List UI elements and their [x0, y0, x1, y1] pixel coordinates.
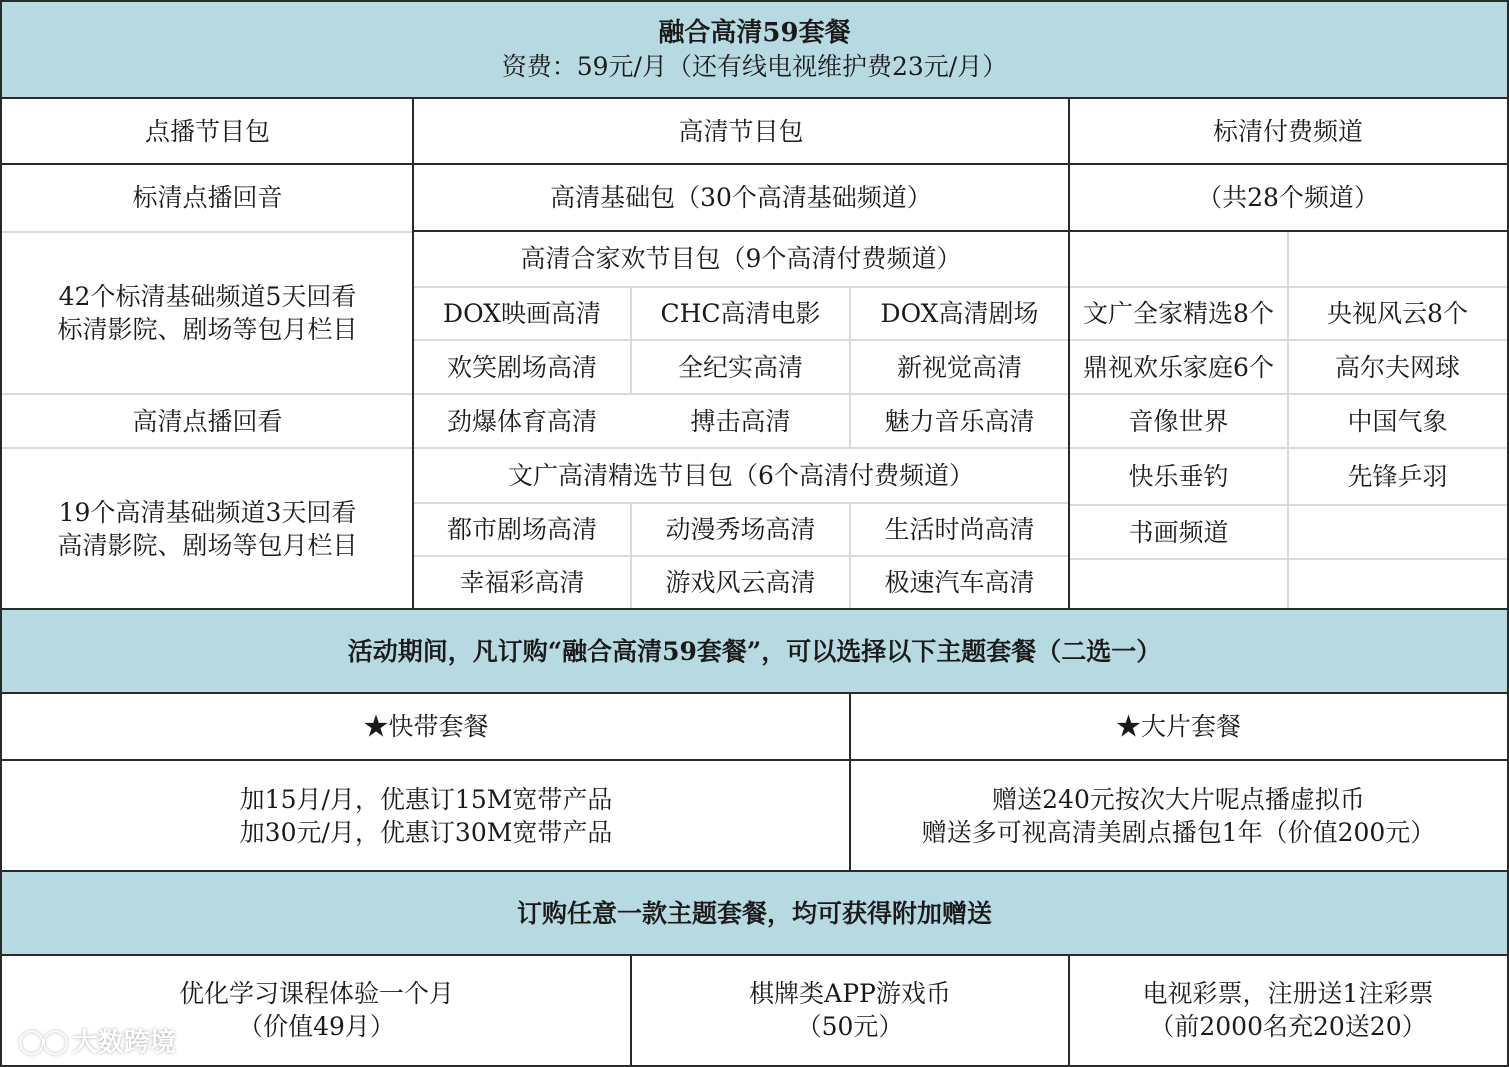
- grid-line: [413, 393, 1069, 395]
- column-header-hd: 高清节目包: [678, 116, 804, 146]
- grid-line: [2, 447, 413, 449]
- grid-line: [413, 555, 1069, 557]
- grid-line: [1069, 447, 1507, 449]
- border-line: [0, 954, 1509, 956]
- hd-channel: 欢笑剧场高清: [446, 352, 597, 382]
- broadband-line: 加30元/月，优惠订30M宽带产品: [239, 817, 613, 847]
- grid-line: [849, 502, 851, 609]
- sd-vod-line: 标清影院、剧场等包月栏目: [57, 314, 358, 344]
- bonus-item: [631, 955, 1069, 1064]
- hd-channel: 游戏风云高清: [665, 568, 816, 597]
- border-line: [630, 955, 632, 1066]
- column-header-vod: 点播节目包: [144, 116, 270, 146]
- package-title: 融合高清59套餐: [658, 18, 851, 48]
- watermark-text: 大数跨境: [71, 1028, 176, 1058]
- border-line: [1068, 98, 1070, 609]
- grid-line: [630, 502, 632, 609]
- hd-basic-package: 高清基础包（30个高清基础频道）: [550, 183, 932, 212]
- movie-line: 赠送240元按次大片呢点播虚拟币: [992, 784, 1365, 814]
- sd-pay-channel: 中国气象: [1347, 406, 1448, 436]
- bonus-item-title: 电视彩票，注册送1注彩票: [1142, 978, 1434, 1008]
- hd-channel: 魅力音乐高清: [884, 406, 1035, 436]
- sd-pay-channel: 高尔夫网球: [1334, 352, 1460, 382]
- broadband-package-title: ★快带套餐: [363, 712, 489, 741]
- column-header-sd-pay: 标清付费频道: [1212, 116, 1363, 146]
- hd-channel: 幸福彩高清: [459, 568, 585, 597]
- border-line: [0, 870, 1509, 872]
- sd-pay-channel: 书画频道: [1128, 517, 1229, 547]
- hd-channel: DOX高清剧场: [880, 298, 1039, 328]
- sd-pay-channel: 央视风云8个: [1327, 298, 1468, 328]
- bonus-item: [1069, 955, 1507, 1064]
- sd-vod-title: 标清点播回音: [132, 183, 283, 212]
- hd-vod-title: 高清点播回看: [132, 406, 283, 436]
- grid-line: [1069, 286, 1507, 288]
- border-line: [0, 97, 1509, 99]
- hd-channel: 极速汽车高清: [884, 568, 1035, 597]
- grid-line: [2, 231, 413, 233]
- bonus-item-title: 优化学习课程体验一个月: [178, 978, 454, 1008]
- sd-pay-channel: 鼎视欢乐家庭6个: [1083, 352, 1274, 382]
- hd-channel: 生活时尚高清: [884, 514, 1035, 544]
- bonus-banner: 订购任意一款主题套餐，均可获得附加赠送: [2, 871, 1507, 955]
- hd-vod-line: 19个高清基础频道3天回看: [58, 497, 357, 527]
- movie-package-title: ★大片套餐: [1115, 712, 1241, 741]
- sd-pay-channel: 文广全家精选8个: [1083, 298, 1274, 328]
- watermark: [18, 1022, 176, 1059]
- border-line: [0, 692, 1509, 694]
- grid-line: [413, 339, 1069, 341]
- hd-vod-line: 高清影院、剧场等包月栏目: [57, 530, 358, 560]
- grid-line: [1069, 339, 1507, 341]
- grid-line: [413, 286, 1069, 288]
- hd-channel: 都市剧场高清: [446, 514, 597, 544]
- watermark-logo-icon: ◯◯: [18, 1026, 66, 1055]
- grid-line: [630, 286, 632, 394]
- package-header: [2, 2, 1507, 98]
- border-line: [849, 693, 851, 871]
- border-line: [0, 608, 1509, 610]
- bonus-item-note: （50元）: [796, 1011, 904, 1041]
- grid-line: [2, 393, 413, 395]
- hd-channel: DOX映画高清: [443, 298, 601, 328]
- promo-banner: 活动期间，凡订购“融合高清59套餐”，可以选择以下主题套餐（二选一）: [2, 609, 1507, 693]
- border-line: [0, 759, 1509, 761]
- movie-line: 赠送多可视高清美剧点播包1年（价值200元）: [921, 817, 1436, 847]
- sd-pay-channel: 音像世界: [1128, 406, 1229, 436]
- hd-channel: CHC高清电影: [660, 298, 821, 328]
- grid-line: [413, 447, 1069, 449]
- grid-line: [413, 502, 1069, 504]
- border-line: [1068, 955, 1070, 1066]
- border-line: [0, 163, 1509, 165]
- bonus-item-title: 棋牌类APP游戏币: [749, 978, 951, 1008]
- package-price: 资费：59元/月（还有线电视维护费23元/月）: [501, 52, 1008, 81]
- sd-vod-description: [2, 231, 413, 394]
- hd-family-package-title: 高清合家欢节目包（9个高清付费频道）: [520, 244, 962, 273]
- movie-package-details: [850, 760, 1507, 871]
- hd-channel: 新视觉高清: [896, 352, 1022, 382]
- broadband-package-details: [2, 760, 850, 871]
- sd-vod-line: 42个标清基础频道5天回看: [58, 281, 357, 311]
- border-line: [412, 98, 414, 609]
- bonus-item-note: （前2000名充20送20）: [1149, 1011, 1427, 1041]
- grid-line: [849, 286, 851, 448]
- grid-line: [1069, 504, 1507, 506]
- hd-channel: 全纪实高清: [677, 352, 803, 382]
- border-line: [0, 0, 1509, 2]
- hd-vod-description: [2, 448, 413, 609]
- border-line: [413, 230, 1509, 232]
- sd-pay-channel: 先锋乒羽: [1347, 462, 1448, 491]
- hd-channel: 动漫秀场高清: [665, 514, 816, 544]
- broadband-line: 加15月/月，优惠订15M宽带产品: [239, 784, 613, 814]
- border-line: [0, 0, 2, 1067]
- grid-line: [1069, 558, 1507, 560]
- bonus-item-note: （价值49月）: [238, 1011, 395, 1041]
- sd-pay-total: （共28个频道）: [1197, 183, 1379, 212]
- hd-channel: 搏击高清: [690, 406, 791, 436]
- wenguang-package-title: 文广高清精选节目包（6个高清付费频道）: [508, 460, 974, 490]
- grid-line: [1069, 393, 1507, 395]
- sd-pay-channel: 快乐垂钓: [1128, 462, 1229, 491]
- hd-channel: 劲爆体育高清: [446, 406, 597, 436]
